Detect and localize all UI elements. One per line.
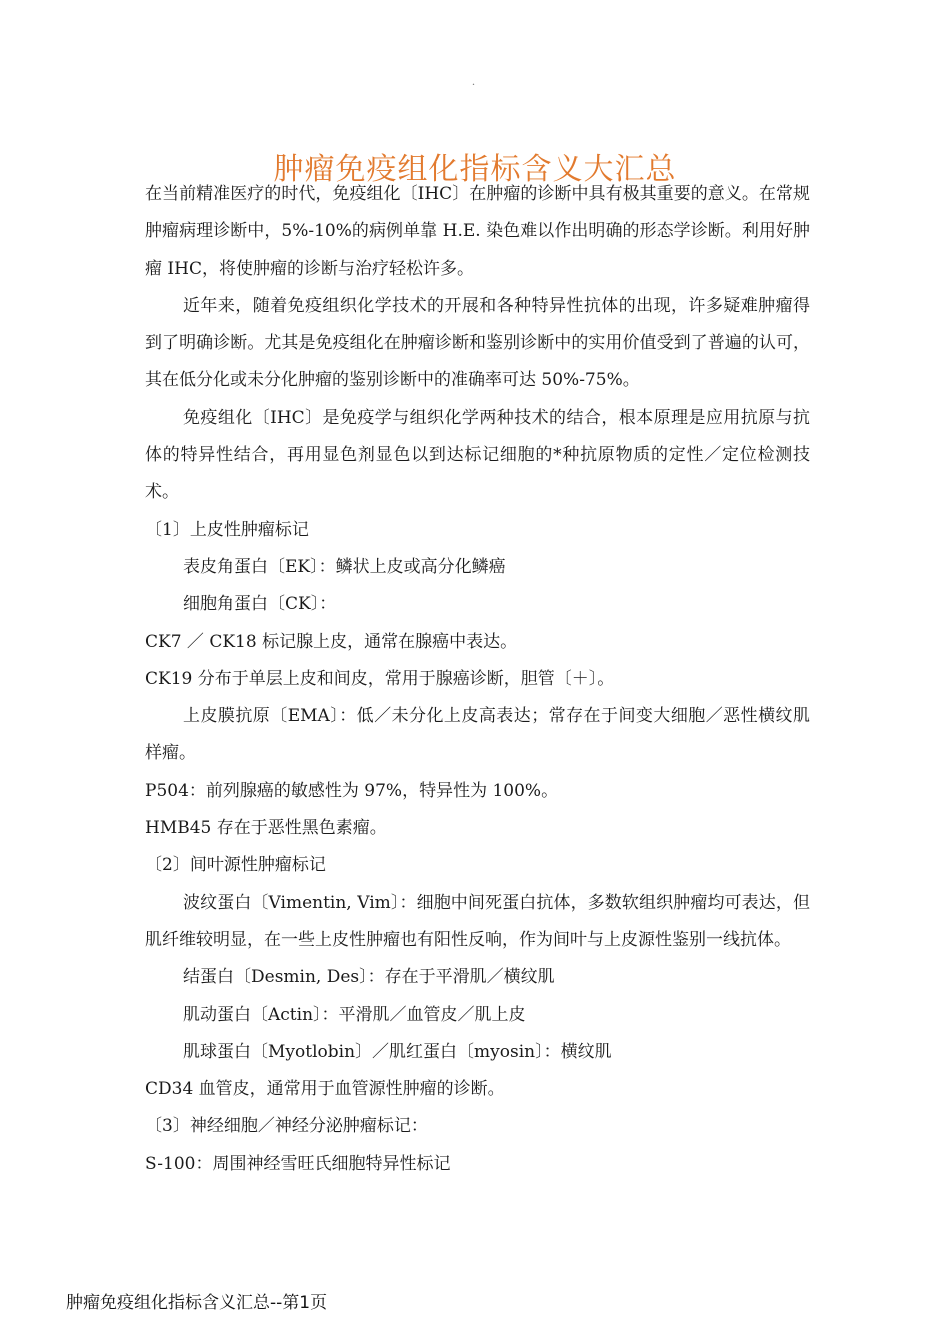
document-body	[145, 176, 810, 1183]
item-s100: S-100：周围神经雪旺氏细胞特异性标记	[145, 1153, 451, 1174]
item-desmin: 结蛋白〔Desmin, Des〕：存在于平滑肌／横纹肌	[183, 967, 555, 988]
document-title: 肿瘤免疫组化指标含义大汇总	[273, 152, 677, 188]
item-p504: P504：前列腺癌的敏感性为 97%，特异性为 100%。	[145, 780, 559, 801]
section-heading-epithelial: 〔1〕上皮性肿瘤标记	[145, 519, 309, 540]
paragraph-recent-years: 近年来，随着免疫组织化学技术的开展和各种特异性抗体的出现，许多疑难肿瘤得到了明确诊断。尤其是免疫组化在肿瘤诊断和鉴别诊断中的实用价值受到了普遍的认可，其在低分化或未分化肿瘤的鉴别诊断中的准确率可达 50%-75%。	[145, 295, 810, 391]
item-vimentin: 波纹蛋白〔Vimentin, Vim〕：细胞中间死蛋白抗体，多数软组织肿瘤均可表达，但肌纤维较明显，在一些上皮性肿瘤也有阳性反响，作为间叶与上皮源性鉴别一线抗体。	[145, 892, 810, 950]
item-actin: 肌动蛋白〔Actin〕：平滑肌／血管皮／肌上皮	[183, 1004, 526, 1025]
item-ck7-ck18: CK7 ／ CK18 标记腺上皮，通常在腺癌中表达。	[145, 631, 518, 652]
item-cd34: CD34 血管皮，通常用于血管源性肿瘤的诊断。	[145, 1079, 505, 1100]
section-heading-mesenchymal: 〔2〕间叶源性肿瘤标记	[145, 855, 326, 876]
page-footer: 肿瘤免疫组化指标含义汇总--第1页	[66, 1293, 328, 1313]
item-hmb45: HMB45 存在于恶性黑色素瘤。	[145, 818, 387, 839]
item-ck19: CK19 分布于单层上皮和间皮，常用于腺癌诊断，胆管〔＋〕。	[145, 668, 615, 689]
paragraph-ihc-principle: 免疫组化〔IHC〕是免疫学与组织化学两种技术的结合，根本原理是应用抗原与抗体的特异性结合，再用显色剂显色以到达标记细胞的*种抗原物质的定性／定位检测技术。	[145, 407, 810, 503]
item-ek: 表皮角蛋白〔EK〕：鳞状上皮或高分化鳞癌	[183, 556, 506, 577]
header-dot: .	[472, 74, 475, 88]
intro-paragraph: 在当前精准医疗的时代，免疫组化〔IHC〕在肿瘤的诊断中具有极其重要的意义。在常规肿瘤病理诊断中，5%-10%的病例单靠 H.E. 染色难以作出明确的形态学诊断。利用好肿瘤 IHC，将使肿瘤的诊断与治疗轻松许多。	[145, 184, 810, 279]
item-ck: 细胞角蛋白〔CK〕：	[183, 594, 337, 615]
section-heading-neural: 〔3〕神经细胞／神经分泌肿瘤标记：	[145, 1116, 428, 1137]
item-myosin: 肌球蛋白〔Myotlobin〕／肌红蛋白〔myosin〕：横纹肌	[183, 1041, 612, 1062]
item-ema: 上皮膜抗原〔EMA〕：低／未分化上皮高表达；常存在于间变大细胞／恶性横纹肌样瘤。	[145, 706, 810, 764]
